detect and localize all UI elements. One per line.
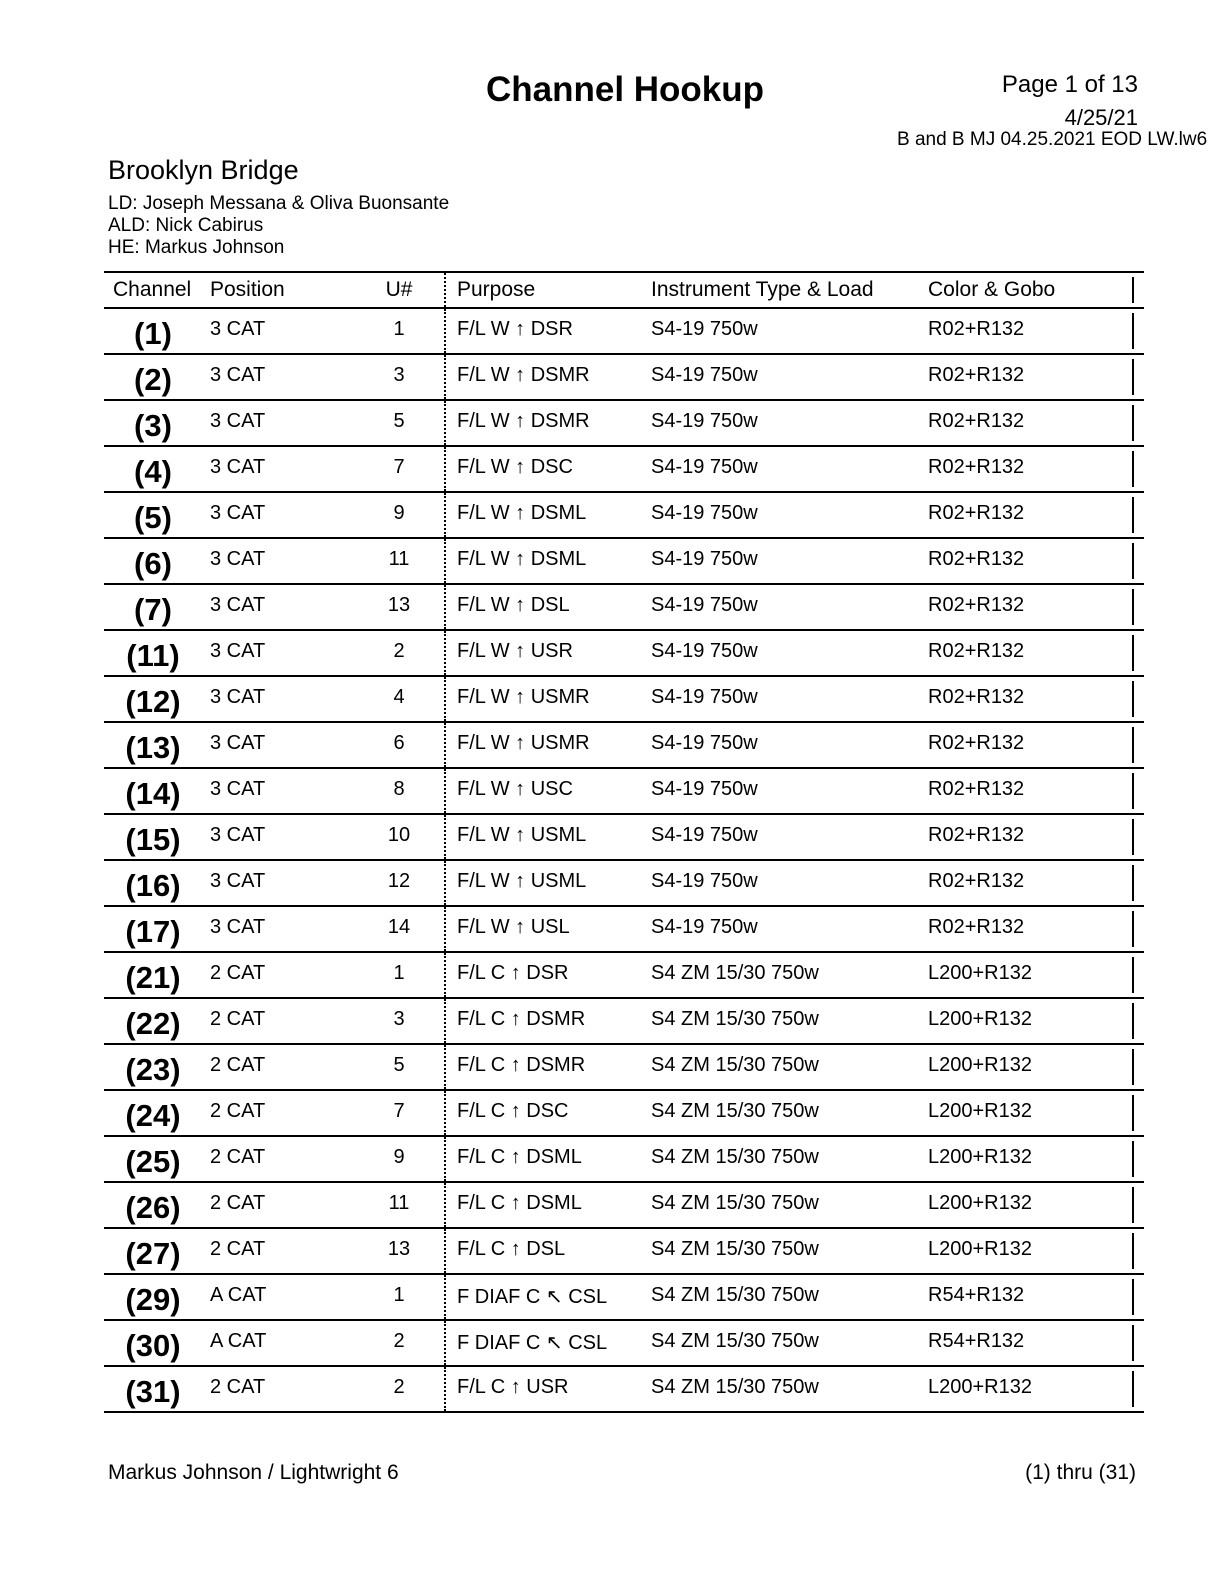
color-cell: L200+R132 bbox=[928, 1054, 1032, 1076]
unit-cell: 12 bbox=[387, 870, 411, 892]
column-divider bbox=[444, 355, 446, 399]
row-end-bar bbox=[1132, 957, 1134, 993]
unit-cell: 5 bbox=[393, 410, 405, 432]
column-divider bbox=[444, 1367, 446, 1411]
row-end-bar bbox=[1132, 405, 1134, 441]
color-cell: R02+R132 bbox=[928, 824, 1025, 846]
unit-cell: 1 bbox=[393, 318, 405, 340]
channel-number: (15) bbox=[125, 822, 181, 857]
report-date: 4/25/21 bbox=[1064, 105, 1138, 130]
footer-range: (1) thru (31) bbox=[1025, 1461, 1136, 1484]
column-divider bbox=[444, 1091, 446, 1135]
row-end-bar bbox=[1132, 1187, 1134, 1223]
color-cell: L200+R132 bbox=[928, 962, 1032, 984]
position-cell: 3 CAT bbox=[210, 686, 266, 708]
purpose-cell: F/L C ↑ DSC bbox=[457, 1100, 569, 1122]
color-cell: R02+R132 bbox=[928, 640, 1025, 662]
channel-number: (4) bbox=[134, 454, 172, 489]
unit-cell: 13 bbox=[387, 594, 411, 616]
report-title: Channel Hookup bbox=[485, 70, 765, 109]
instrument-cell: S4-19 750w bbox=[651, 640, 758, 662]
position-cell: 2 CAT bbox=[210, 1146, 266, 1168]
table-row bbox=[104, 1091, 1144, 1137]
credit-ald: ALD: Nick Cabirus bbox=[108, 215, 264, 236]
position-cell: 2 CAT bbox=[210, 962, 266, 984]
row-end-bar bbox=[1132, 911, 1134, 947]
instrument-cell: S4-19 750w bbox=[651, 410, 758, 432]
position-cell: 3 CAT bbox=[210, 916, 266, 938]
table-row bbox=[104, 1321, 1144, 1367]
purpose-cell: F/L W ↑ DSL bbox=[457, 594, 570, 616]
row-end-bar bbox=[1132, 1003, 1134, 1039]
row-end-bar bbox=[1132, 277, 1134, 303]
instrument-cell: S4 ZM 15/30 750w bbox=[651, 1008, 819, 1030]
position-cell: 3 CAT bbox=[210, 594, 266, 616]
unit-cell: 1 bbox=[393, 962, 405, 984]
instrument-cell: S4-19 750w bbox=[651, 318, 758, 340]
color-cell: R02+R132 bbox=[928, 594, 1025, 616]
channel-number: (16) bbox=[125, 868, 181, 903]
color-cell: L200+R132 bbox=[928, 1192, 1032, 1214]
purpose-cell: F/L C ↑ DSMR bbox=[457, 1008, 586, 1030]
table-row bbox=[104, 861, 1144, 907]
table-row bbox=[104, 447, 1144, 493]
table-row bbox=[104, 953, 1144, 999]
position-cell: 2 CAT bbox=[210, 1192, 266, 1214]
row-end-bar bbox=[1132, 681, 1134, 717]
unit-cell: 11 bbox=[388, 548, 410, 570]
header-unit: U# bbox=[385, 278, 413, 301]
table-row bbox=[104, 769, 1144, 815]
unit-cell: 2 bbox=[393, 640, 405, 662]
purpose-cell: F/L W ↑ USML bbox=[457, 870, 587, 892]
table-row bbox=[104, 309, 1144, 355]
unit-cell: 11 bbox=[388, 1192, 410, 1214]
purpose-cell: F DIAF C ↖ CSL bbox=[457, 1332, 608, 1354]
position-cell: 3 CAT bbox=[210, 778, 266, 800]
color-cell: R02+R132 bbox=[928, 548, 1025, 570]
instrument-cell: S4-19 750w bbox=[651, 870, 758, 892]
channel-number: (25) bbox=[125, 1144, 181, 1179]
channel-number: (6) bbox=[134, 546, 172, 581]
instrument-cell: S4-19 750w bbox=[651, 364, 758, 386]
position-cell: 2 CAT bbox=[210, 1238, 266, 1260]
column-divider bbox=[444, 1183, 446, 1227]
color-cell: L200+R132 bbox=[928, 1146, 1032, 1168]
table-row bbox=[104, 1275, 1144, 1321]
table-row bbox=[104, 1367, 1144, 1413]
table-row bbox=[104, 1137, 1144, 1183]
purpose-cell: F/L W ↑ DSC bbox=[457, 456, 573, 478]
unit-cell: 2 bbox=[393, 1376, 405, 1398]
row-end-bar bbox=[1132, 589, 1134, 625]
position-cell: 3 CAT bbox=[210, 824, 266, 846]
channel-number: (22) bbox=[125, 1006, 181, 1041]
hookup-table bbox=[104, 271, 1144, 1413]
row-end-bar bbox=[1132, 1325, 1134, 1361]
unit-cell: 9 bbox=[393, 502, 405, 524]
purpose-cell: F/L W ↑ USL bbox=[457, 916, 570, 938]
position-cell: 3 CAT bbox=[210, 870, 266, 892]
column-divider bbox=[444, 273, 446, 307]
table-row bbox=[104, 999, 1144, 1045]
unit-cell: 7 bbox=[393, 1100, 405, 1122]
column-divider bbox=[444, 1321, 446, 1365]
show-title: Brooklyn Bridge bbox=[108, 155, 299, 185]
purpose-cell: F/L W ↑ USR bbox=[457, 640, 573, 662]
position-cell: 3 CAT bbox=[210, 364, 266, 386]
column-divider bbox=[444, 1275, 446, 1319]
table-row bbox=[104, 355, 1144, 401]
row-end-bar bbox=[1132, 635, 1134, 671]
column-divider bbox=[444, 769, 446, 813]
instrument-cell: S4 ZM 15/30 750w bbox=[651, 1330, 819, 1352]
purpose-cell: F/L W ↑ DSMR bbox=[457, 364, 590, 386]
instrument-cell: S4 ZM 15/30 750w bbox=[651, 1146, 819, 1168]
channel-number: (11) bbox=[126, 638, 180, 673]
color-cell: R02+R132 bbox=[928, 686, 1025, 708]
header-purpose: Purpose bbox=[457, 278, 536, 301]
channel-number: (24) bbox=[125, 1098, 181, 1133]
unit-cell: 13 bbox=[387, 1238, 411, 1260]
position-cell: 2 CAT bbox=[210, 1008, 266, 1030]
unit-cell: 10 bbox=[387, 824, 411, 846]
position-cell: 3 CAT bbox=[210, 502, 266, 524]
table-row bbox=[104, 677, 1144, 723]
position-cell: 3 CAT bbox=[210, 318, 266, 340]
header-channel: Channel bbox=[113, 278, 192, 301]
column-divider bbox=[444, 999, 446, 1043]
header-instrument: Instrument Type & Load bbox=[651, 278, 874, 301]
instrument-cell: S4-19 750w bbox=[651, 916, 758, 938]
column-divider bbox=[444, 1045, 446, 1089]
color-cell: L200+R132 bbox=[928, 1238, 1032, 1260]
channel-number: (5) bbox=[134, 500, 172, 535]
position-cell: 2 CAT bbox=[210, 1054, 266, 1076]
page-number: Page 1 of 13 bbox=[1001, 71, 1138, 98]
color-cell: R02+R132 bbox=[928, 732, 1025, 754]
channel-number: (12) bbox=[125, 684, 181, 719]
column-divider bbox=[444, 631, 446, 675]
color-cell: R02+R132 bbox=[928, 318, 1025, 340]
unit-cell: 3 bbox=[393, 1008, 405, 1030]
table-row bbox=[104, 1183, 1144, 1229]
row-end-bar bbox=[1132, 1233, 1134, 1269]
column-divider bbox=[444, 677, 446, 721]
purpose-cell: F/L W ↑ USC bbox=[457, 778, 573, 800]
table-body bbox=[104, 309, 1144, 1413]
channel-number: (26) bbox=[125, 1190, 181, 1225]
table-row bbox=[104, 493, 1144, 539]
purpose-cell: F/L W ↑ DSML bbox=[457, 548, 587, 570]
footer-author: Markus Johnson / Lightwright 6 bbox=[108, 1461, 399, 1484]
column-divider bbox=[444, 723, 446, 767]
instrument-cell: S4 ZM 15/30 750w bbox=[651, 1054, 819, 1076]
unit-cell: 1 bbox=[393, 1284, 405, 1306]
channel-number: (23) bbox=[125, 1052, 181, 1087]
instrument-cell: S4 ZM 15/30 750w bbox=[651, 1238, 819, 1260]
channel-number: (27) bbox=[125, 1236, 181, 1271]
channel-number: (31) bbox=[125, 1374, 181, 1409]
instrument-cell: S4 ZM 15/30 750w bbox=[651, 962, 819, 984]
unit-cell: 7 bbox=[393, 456, 405, 478]
instrument-cell: S4-19 750w bbox=[651, 778, 758, 800]
channel-number: (13) bbox=[125, 730, 181, 765]
instrument-cell: S4-19 750w bbox=[651, 732, 758, 754]
row-end-bar bbox=[1132, 359, 1134, 395]
column-divider bbox=[444, 401, 446, 445]
color-cell: R02+R132 bbox=[928, 778, 1025, 800]
header-color: Color & Gobo bbox=[928, 278, 1056, 301]
row-end-bar bbox=[1132, 819, 1134, 855]
table-row bbox=[104, 401, 1144, 447]
channel-number: (14) bbox=[125, 776, 181, 811]
unit-cell: 8 bbox=[393, 778, 405, 800]
row-end-bar bbox=[1132, 543, 1134, 579]
unit-cell: 4 bbox=[393, 686, 405, 708]
row-end-bar bbox=[1132, 865, 1134, 901]
position-cell: 3 CAT bbox=[210, 410, 266, 432]
column-divider bbox=[444, 1229, 446, 1273]
table-row bbox=[104, 723, 1144, 769]
purpose-cell: F/L C ↑ DSR bbox=[457, 962, 569, 984]
channel-number: (3) bbox=[134, 408, 172, 443]
color-cell: R02+R132 bbox=[928, 502, 1025, 524]
row-end-bar bbox=[1132, 497, 1134, 533]
row-end-bar bbox=[1132, 1279, 1134, 1315]
purpose-cell: F/L W ↑ USML bbox=[457, 824, 587, 846]
column-divider bbox=[444, 907, 446, 951]
column-divider bbox=[444, 539, 446, 583]
purpose-cell: F/L W ↑ DSMR bbox=[457, 410, 590, 432]
file-name: B and B MJ 04.25.2021 EOD LW.lw6 bbox=[897, 129, 1208, 150]
purpose-cell: F/L W ↑ USMR bbox=[457, 686, 590, 708]
row-end-bar bbox=[1132, 451, 1134, 487]
color-cell: L200+R132 bbox=[928, 1100, 1032, 1122]
position-cell: 2 CAT bbox=[210, 1100, 266, 1122]
channel-number: (29) bbox=[125, 1282, 181, 1317]
purpose-cell: F DIAF C ↖ CSL bbox=[457, 1286, 608, 1308]
purpose-cell: F/L W ↑ DSML bbox=[457, 502, 587, 524]
unit-cell: 9 bbox=[393, 1146, 405, 1168]
channel-number: (21) bbox=[125, 960, 181, 995]
purpose-cell: F/L C ↑ DSMR bbox=[457, 1054, 586, 1076]
instrument-cell: S4-19 750w bbox=[651, 502, 758, 524]
row-end-bar bbox=[1132, 1049, 1134, 1085]
color-cell: R02+R132 bbox=[928, 410, 1025, 432]
column-divider bbox=[444, 493, 446, 537]
unit-cell: 6 bbox=[393, 732, 405, 754]
unit-cell: 2 bbox=[393, 1330, 405, 1352]
credit-he: HE: Markus Johnson bbox=[108, 237, 285, 258]
purpose-cell: F/L C ↑ USR bbox=[457, 1376, 569, 1398]
column-divider bbox=[444, 585, 446, 629]
purpose-cell: F/L W ↑ USMR bbox=[457, 732, 590, 754]
column-divider bbox=[444, 447, 446, 491]
color-cell: R02+R132 bbox=[928, 364, 1025, 386]
column-divider bbox=[444, 1137, 446, 1181]
instrument-cell: S4-19 750w bbox=[651, 548, 758, 570]
instrument-cell: S4-19 750w bbox=[651, 456, 758, 478]
channel-number: (1) bbox=[134, 316, 172, 351]
instrument-cell: S4 ZM 15/30 750w bbox=[651, 1376, 819, 1398]
position-cell: A CAT bbox=[210, 1284, 267, 1306]
row-end-bar bbox=[1132, 1371, 1134, 1407]
position-cell: 3 CAT bbox=[210, 732, 266, 754]
instrument-cell: S4 ZM 15/30 750w bbox=[651, 1192, 819, 1214]
table-row bbox=[104, 631, 1144, 677]
unit-cell: 14 bbox=[387, 916, 411, 938]
table-row bbox=[104, 1229, 1144, 1275]
row-end-bar bbox=[1132, 727, 1134, 763]
channel-number: (30) bbox=[125, 1328, 181, 1363]
header-position: Position bbox=[210, 278, 285, 301]
row-end-bar bbox=[1132, 313, 1134, 349]
purpose-cell: F/L W ↑ DSR bbox=[457, 318, 573, 340]
color-cell: R54+R132 bbox=[928, 1330, 1025, 1352]
column-divider bbox=[444, 309, 446, 353]
instrument-cell: S4-19 750w bbox=[651, 824, 758, 846]
position-cell: 3 CAT bbox=[210, 640, 266, 662]
row-end-bar bbox=[1132, 1095, 1134, 1131]
channel-number: (17) bbox=[125, 914, 181, 949]
position-cell: 2 CAT bbox=[210, 1376, 266, 1398]
instrument-cell: S4 ZM 15/30 750w bbox=[651, 1100, 819, 1122]
color-cell: L200+R132 bbox=[928, 1376, 1032, 1398]
column-divider bbox=[444, 861, 446, 905]
purpose-cell: F/L C ↑ DSL bbox=[457, 1238, 566, 1260]
instrument-cell: S4-19 750w bbox=[651, 686, 758, 708]
table-row bbox=[104, 815, 1144, 861]
row-end-bar bbox=[1132, 773, 1134, 809]
table-row bbox=[104, 1045, 1144, 1091]
purpose-cell: F/L C ↑ DSML bbox=[457, 1146, 582, 1168]
instrument-cell: S4 ZM 15/30 750w bbox=[651, 1284, 819, 1306]
table-header bbox=[104, 271, 1144, 309]
color-cell: R54+R132 bbox=[928, 1284, 1025, 1306]
instrument-cell: S4-19 750w bbox=[651, 594, 758, 616]
color-cell: R02+R132 bbox=[928, 456, 1025, 478]
color-cell: L200+R132 bbox=[928, 1008, 1032, 1030]
table-row bbox=[104, 539, 1144, 585]
purpose-cell: F/L C ↑ DSML bbox=[457, 1192, 582, 1214]
unit-cell: 3 bbox=[393, 364, 405, 386]
color-cell: R02+R132 bbox=[928, 870, 1025, 892]
channel-number: (2) bbox=[134, 362, 172, 397]
position-cell: A CAT bbox=[210, 1330, 267, 1352]
row-end-bar bbox=[1132, 1141, 1134, 1177]
position-cell: 3 CAT bbox=[210, 548, 266, 570]
table-row bbox=[104, 907, 1144, 953]
column-divider bbox=[444, 953, 446, 997]
color-cell: R02+R132 bbox=[928, 916, 1025, 938]
column-divider bbox=[444, 815, 446, 859]
unit-cell: 5 bbox=[393, 1054, 405, 1076]
position-cell: 3 CAT bbox=[210, 456, 266, 478]
table-row bbox=[104, 585, 1144, 631]
channel-number: (7) bbox=[134, 592, 172, 627]
credit-ld: LD: Joseph Messana & Oliva Buonsante bbox=[108, 193, 450, 214]
